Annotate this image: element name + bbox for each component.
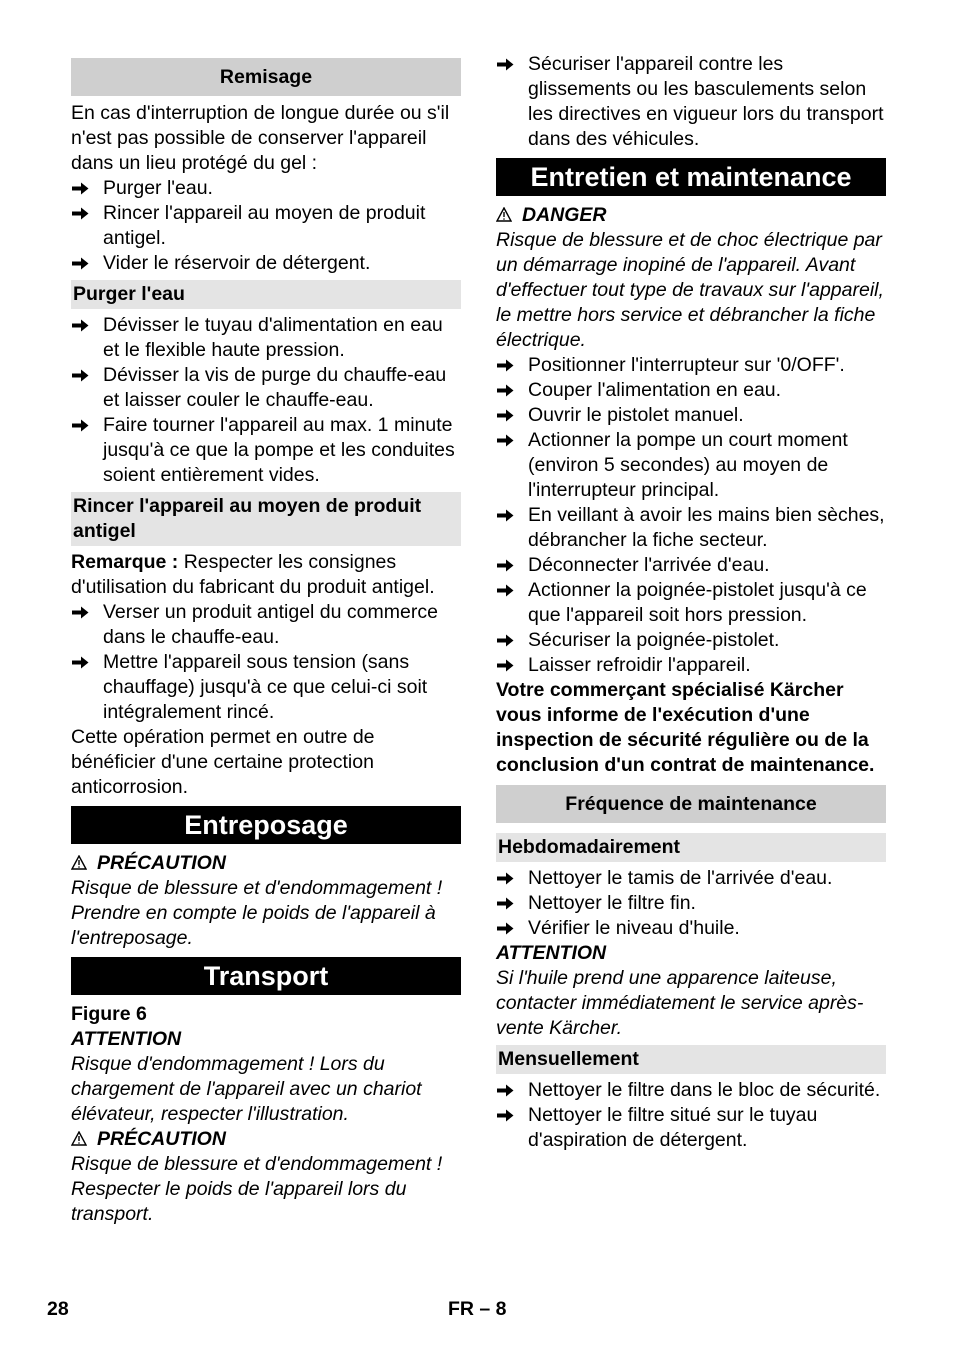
arrow-right-icon	[72, 656, 89, 669]
list-item-text: Laisser refroidir l'appareil.	[528, 654, 751, 676]
list-item-text: Couper l'alimentation en eau.	[528, 379, 782, 401]
entretien-list	[496, 353, 886, 678]
list-item-text: En veillant à avoir les mains bien sèches, débrancher la fiche secteur.	[528, 504, 885, 551]
section-heading-remisage: Remisage	[71, 58, 461, 96]
danger-text: Risque de blessure et de choc électrique par un démarrage inopiné de l'appareil. Avant d'effectuer tout type de travaux sur l'appareil, le mettre hors service et débrancher la fiche électrique.	[496, 229, 884, 351]
karcher-note: Votre commerçant spécialisé Kärcher vous informe de l'exécution d'une inspection de sécurité régulière ou de la conclusion d'un contrat de maintenance.	[496, 679, 875, 776]
remisage-intro: En cas d'interruption de longue durée ou s'il n'est pas possible de conserver l'appareil dans un lieu protégé du gel :	[71, 102, 450, 174]
list-item	[71, 313, 461, 363]
transport-list	[496, 52, 886, 152]
section-heading-frequence: Fréquence de maintenance	[496, 785, 886, 823]
list-item-text: Vider le réservoir de détergent.	[103, 252, 371, 274]
remarque-paragraph	[71, 550, 461, 600]
list-item-text: Sécuriser la poignée-pistolet.	[528, 629, 780, 651]
subheading-rincer: Rincer l'appareil au moyen de produit antigel	[71, 492, 461, 546]
arrow-right-icon	[72, 207, 89, 220]
list-item	[496, 891, 886, 916]
danger-label: DANGER	[522, 204, 607, 226]
attention-label: ATTENTION	[71, 1028, 182, 1050]
subheading-mensuel: Mensuellement	[496, 1045, 886, 1074]
list-item	[496, 503, 886, 553]
attention-text: Si l'huile prend une apparence laiteuse, contacter immédiatement le service après-vente Kärcher.	[496, 967, 864, 1039]
list-item-text: Déconnecter l'arrivée d'eau.	[528, 554, 770, 576]
list-item	[496, 578, 886, 628]
list-item-text: Dévisser le tuyau d'alimentation en eau et le flexible haute pression.	[103, 314, 443, 361]
list-item-text: Actionner la pompe un court moment (environ 5 secondes) au moyen de l'interrupteur principal.	[528, 429, 848, 501]
list-item-text: Nettoyer le filtre fin.	[528, 892, 696, 914]
arrow-right-icon	[497, 897, 514, 910]
arrow-right-icon	[497, 634, 514, 647]
list-item-text: Mettre l'appareil sous tension (sans chauffage) jusqu'à ce que celui-ci soit intégralement rincé.	[103, 651, 428, 723]
arrow-right-icon	[497, 659, 514, 672]
page-code: FR – 8	[448, 1298, 507, 1320]
warning-triangle-icon	[71, 1131, 87, 1146]
list-item-text: Vérifier le niveau d'huile.	[528, 917, 740, 939]
danger-heading	[496, 203, 886, 228]
list-item-text: Verser un produit antigel du commerce dans le chauffe-eau.	[103, 601, 438, 648]
list-item	[496, 378, 886, 403]
arrow-right-icon	[497, 1109, 514, 1122]
list-item	[71, 201, 461, 251]
list-item-text: Nettoyer le tamis de l'arrivée d'eau.	[528, 867, 833, 889]
arrow-right-icon	[497, 58, 514, 71]
subheading-purger: Purger l'eau	[71, 280, 461, 309]
list-item-text: Rincer l'appareil au moyen de produit antigel.	[103, 202, 426, 249]
arrow-right-icon	[72, 182, 89, 195]
arrow-right-icon	[497, 922, 514, 935]
list-item	[496, 353, 886, 378]
list-item	[71, 650, 461, 725]
list-item	[496, 628, 886, 653]
arrow-right-icon	[497, 509, 514, 522]
subheading-hebdo: Hebdomadairement	[496, 833, 886, 862]
list-item	[71, 363, 461, 413]
warning-triangle-icon	[71, 855, 87, 870]
remarque-label: Remarque :	[71, 551, 179, 573]
list-item	[496, 653, 886, 678]
list-item-text: Nettoyer le filtre dans le bloc de sécurité.	[528, 1079, 881, 1101]
rincer-list	[71, 600, 461, 725]
arrow-right-icon	[497, 434, 514, 447]
list-item-text: Sécuriser l'appareil contre les glissements ou les basculements selon les directives en vigueur lors du transport dans des véhicules.	[528, 53, 884, 150]
arrow-right-icon	[497, 584, 514, 597]
left-column	[71, 50, 461, 1227]
arrow-right-icon	[72, 257, 89, 270]
precaution-heading	[71, 851, 461, 876]
arrow-right-icon	[72, 606, 89, 619]
list-item-text: Faire tourner l'appareil au max. 1 minute jusqu'à ce que la pompe et les conduites soient entièrement vides.	[103, 414, 455, 486]
remarque-text: Respecter les consignes d'utilisation du fabricant du produit antigel.	[71, 551, 435, 598]
list-item-text: Dévisser la vis de purge du chauffe-eau et laisser couler le chauffe-eau.	[103, 364, 447, 411]
list-item	[496, 1103, 886, 1153]
list-item-text: Ouvrir le pistolet manuel.	[528, 404, 744, 426]
section-banner-entreposage: Entreposage	[71, 806, 461, 844]
warning-triangle-icon	[496, 207, 512, 222]
arrow-right-icon	[497, 359, 514, 372]
list-item-text: Nettoyer le filtre situé sur le tuyau d'aspiration de détergent.	[528, 1104, 818, 1151]
arrow-right-icon	[497, 872, 514, 885]
section-banner-entretien: Entretien et maintenance	[496, 158, 886, 196]
list-item	[496, 1078, 886, 1103]
rincer-outro: Cette opération permet en outre de bénéficier d'une certaine protection anticorrosion.	[71, 726, 375, 798]
list-item	[71, 251, 461, 276]
mensuel-list	[496, 1078, 886, 1153]
list-item	[496, 428, 886, 503]
list-item	[71, 600, 461, 650]
list-item	[496, 866, 886, 891]
list-item-text: Purger l'eau.	[103, 177, 213, 199]
right-column	[496, 50, 886, 1153]
list-item	[496, 553, 886, 578]
page-number: 28	[47, 1298, 69, 1320]
arrow-right-icon	[497, 559, 514, 572]
arrow-right-icon	[497, 1084, 514, 1097]
list-item	[496, 916, 886, 941]
arrow-right-icon	[497, 384, 514, 397]
arrow-right-icon	[497, 409, 514, 422]
entreposage-warning: Risque de blessure et d'endommagement ! Prendre en compte le poids de l'appareil à l'entreposage.	[71, 877, 443, 949]
precaution-label: PRÉCAUTION	[97, 1128, 226, 1150]
attention-label: ATTENTION	[496, 942, 607, 964]
transport-warning: Risque de blessure et d'endommagement ! Respecter le poids de l'appareil lors du transport.	[71, 1153, 443, 1225]
arrow-right-icon	[72, 419, 89, 432]
remisage-list	[71, 176, 461, 276]
hebdo-list	[496, 866, 886, 941]
section-banner-transport: Transport	[71, 957, 461, 995]
list-item	[496, 52, 886, 152]
arrow-right-icon	[72, 319, 89, 332]
purger-list	[71, 313, 461, 488]
precaution-label: PRÉCAUTION	[97, 852, 226, 874]
list-item	[71, 176, 461, 201]
list-item	[496, 403, 886, 428]
list-item-text: Actionner la poignée-pistolet jusqu'à ce que l'appareil soit hors pression.	[528, 579, 867, 626]
figure-reference: Figure 6	[71, 1003, 147, 1025]
list-item	[71, 413, 461, 488]
transport-attention: Risque d'endommagement ! Lors du chargement de l'appareil avec un chariot élévateur, respecter l'illustration.	[71, 1053, 422, 1125]
precaution-heading-2	[71, 1127, 461, 1152]
arrow-right-icon	[72, 369, 89, 382]
list-item-text: Positionner l'interrupteur sur '0/OFF'.	[528, 354, 845, 376]
